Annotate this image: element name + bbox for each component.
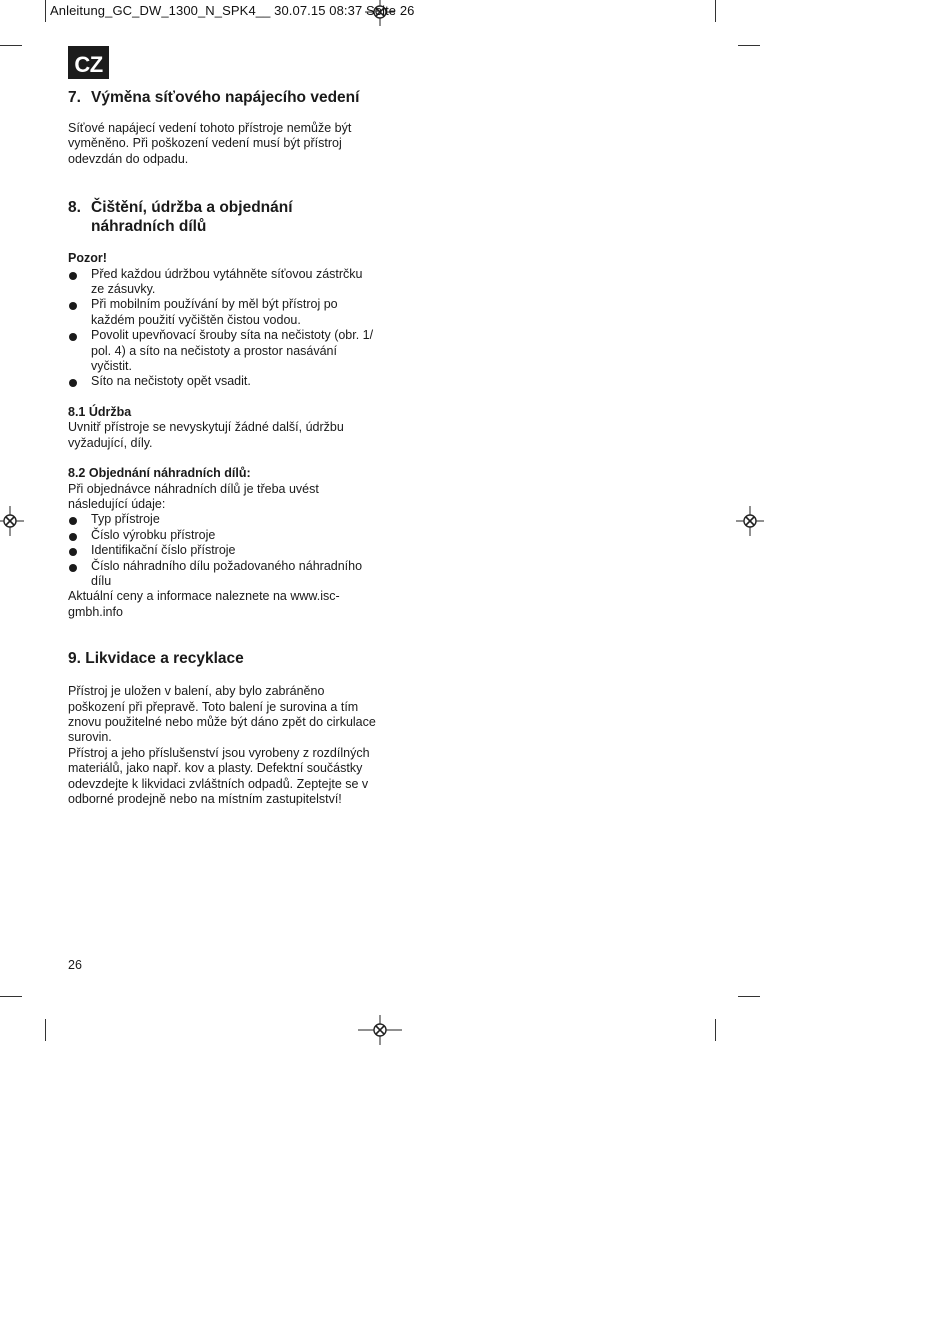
list-item: Číslo výrobku přístroje [68,528,378,543]
section-7-number: 7. [68,89,81,106]
subsection-8-2-outro: Aktuální ceny a informace naleznete na www.isc-gmbh.info [68,589,340,619]
crop-mark [0,996,22,997]
crop-mark [45,1019,46,1041]
registration-mark-icon [736,506,764,536]
list-item: Povolit upevňovací šrouby síta na nečistoty (obr. 1/ pol. 4) a síto na nečistoty a prostor nasávání vyčistit. [68,328,378,374]
registration-mark-icon [0,506,24,536]
page-number: 26 [68,958,82,972]
registration-mark-icon [358,1015,402,1045]
list-item: Typ přístroje [68,512,378,527]
subsection-8-2-title: 8.2 Objednání náhradních dílů: [68,466,251,481]
list-item: Číslo náhradního dílu požadovaného náhradního dílu [68,559,378,590]
section-8-number: 8. [68,199,81,217]
section-9-heading: 9. Likvidace a recyklace [68,650,244,668]
subsection-8-1-title: 8.1 Údržba [68,404,132,419]
main-content [68,88,378,807]
order-details-list [68,512,378,589]
print-slug: Anleitung_GC_DW_1300_N_SPK4__ 30.07.15 08:37 Seite 26 [50,3,415,18]
crop-mark [45,0,46,22]
crop-mark [738,996,760,997]
section-8-heading [68,198,378,236]
caution-label: Pozor! [68,251,107,266]
crop-mark [715,0,716,22]
section-7-title: Výměna síťového napájecího vedení [91,89,360,106]
language-badge: CZ [68,46,109,79]
subsection-8-2-intro: Při objednávce náhradních dílů je třeba uvést následující údaje: [68,481,319,511]
section-7-body: Síťové napájecí vedení tohoto přístroje nemůže být vyměněno. Při poškození vedení musí být přístroj odevzdán do odpadu. [68,121,352,166]
section-9-body-1: Přístroj je uložen v balení, aby bylo zabráněno poškození při přepravě. Toto balení je surovina a tím znovu použitelné nebo může být dáno zpět do cirkulace surovin. [68,684,376,745]
list-item: Identifikační číslo přístroje [68,543,378,558]
section-8-title-line2: náhradních dílů [91,218,207,236]
section-8-title-line1: Čištění, údržba a objednání [91,199,293,217]
caution-list [68,267,378,390]
list-item: Síto na nečistoty opět vsadit. [68,374,378,389]
section-7-heading [68,88,378,107]
section-8-title [91,198,293,236]
crop-mark [715,1019,716,1041]
subsection-8-1-body: Uvnitř přístroje se nevyskytují žádné další, údržbu vyžadující, díly. [68,420,344,450]
section-9-body-2: Přístroj a jeho příslušenství jsou vyrobeny z rozdílných materiálů, jako např. kov a plasty. Defektní součástky odevzdejte k likvidaci zvláštních odpadů. Zeptejte se v odborné prodejně nebo na místním zastupitelství! [68,745,370,806]
list-item: Před každou údržbou vytáhněte síťovou zástrčku ze zásuvky. [68,267,378,298]
crop-mark [0,45,22,46]
crop-mark [738,45,760,46]
list-item: Při mobilním používání by měl být přístroj po každém použití vyčištěn čistou vodou. [68,297,378,328]
